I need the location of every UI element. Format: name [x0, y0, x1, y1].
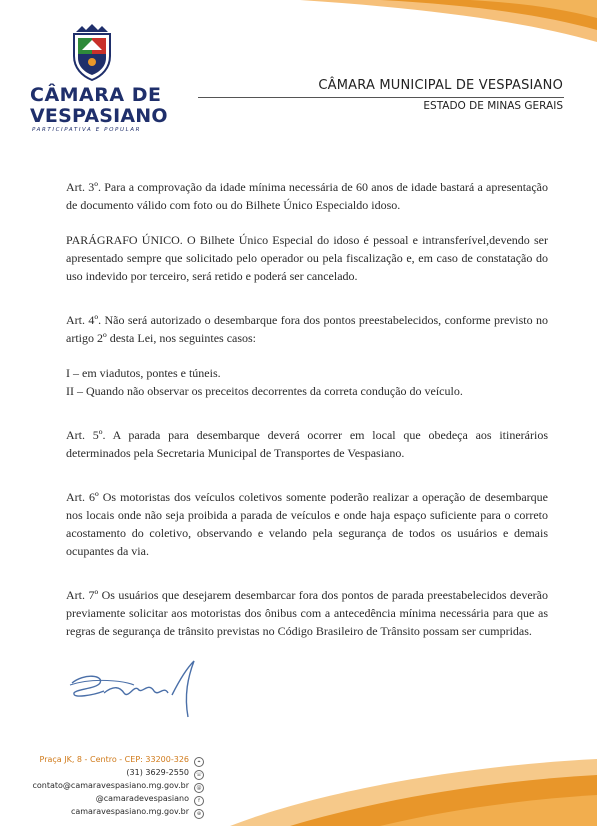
- footer-phone-text: (31) 3629-2550: [126, 768, 189, 777]
- facebook-icon: f: [194, 796, 204, 806]
- article-7: Art. 7º Os usuários que desejarem desembarcar fora dos pontos de parada preestabelecidos deverão previamente solicitar aos motoristas dos ônibus com a antecedência mínima necessária para que as regras de segurança de trânsito previstas no Código Brasileiro de Trânsito possam ser cumpridas.: [66, 588, 548, 638]
- article-4: Art. 4º. Não será autorizado o desembarque fora dos pontos preestabelecidos, conforme previsto no artigo 2º desta Lei, nos seguintes casos:: [66, 313, 548, 345]
- article-3: Art. 3º. Para a comprovação da idade mínima necessária de 60 anos de idade bastará a apresentação de documento válido com foto ou do Bilhete Único Especialdo idoso.: [66, 180, 548, 212]
- footer-address-text: Praça JK, 8 - Centro - CEP: 33200-326: [39, 755, 189, 764]
- letterhead-title: CÂMARA MUNICIPAL DE VESPASIANO: [318, 78, 563, 93]
- footer-email: [14, 780, 204, 793]
- location-icon: ⌖: [194, 757, 204, 767]
- footer-website-text[interactable]: camaravespasiano.mg.gov.br: [70, 807, 189, 816]
- coat-of-arms-icon: [68, 22, 116, 82]
- article-4-item-2: II – Quando não observar os preceitos decorrentes da correta condução do veículo.: [66, 384, 463, 398]
- handwritten-signature: [64, 655, 224, 725]
- phone-icon: ☏: [195, 772, 203, 778]
- logo-tagline: PARTICIPATIVA E POPULAR: [32, 127, 142, 133]
- footer-email-text[interactable]: contato@camaravespasiano.mg.gov.br: [32, 781, 189, 790]
- article-5: Art. 5º. A parada para desembarque deverá ocorrer em local que obedeça aos itinerários determinados pela Secretaria Municipal de Transportes de Vespasiano.: [66, 428, 548, 460]
- contact-footer: [14, 754, 204, 819]
- camara-logo: [30, 22, 168, 137]
- footer-social-text[interactable]: @camaradevespasiano: [95, 794, 189, 803]
- article-6: Art. 6º Os motoristas dos veículos coletivos somente poderão realizar a operação de desembarque nos locais onde não seja proibida a parada de veículos e onde haja espaço suficiente para o correto acostamento do coletivo, observando e velando pela segurança de todos os usuários e demais ocupantes da via.: [66, 490, 548, 558]
- web-icon: ⊕: [194, 809, 204, 819]
- footer-phone: [14, 767, 204, 780]
- footer-website: [14, 806, 204, 819]
- email-icon: @: [194, 783, 204, 793]
- letterhead-divider: [198, 97, 564, 98]
- document-body: [66, 178, 548, 657]
- paragrafo-unico: PARÁGRAFO ÚNICO. O Bilhete Único Especial do idoso é pessoal e intransferível,devendo ser apresentado sempre que solicitado pelo operador ou pela fiscalização e, em caso de constatação do uso indevido por terceiro, será retido e poderá ser cancelado.: [66, 233, 548, 283]
- footer-address: [14, 754, 204, 767]
- logo-wordmark-line2: VESPASIANO: [30, 105, 168, 127]
- letterhead-subtitle: ESTADO DE MINAS GERAIS: [423, 100, 563, 112]
- footer-social: [14, 793, 204, 806]
- logo-wordmark-line1: CÂMARA DE: [30, 84, 162, 106]
- article-4-item-1: I – em viadutos, pontes e túneis.: [66, 366, 221, 380]
